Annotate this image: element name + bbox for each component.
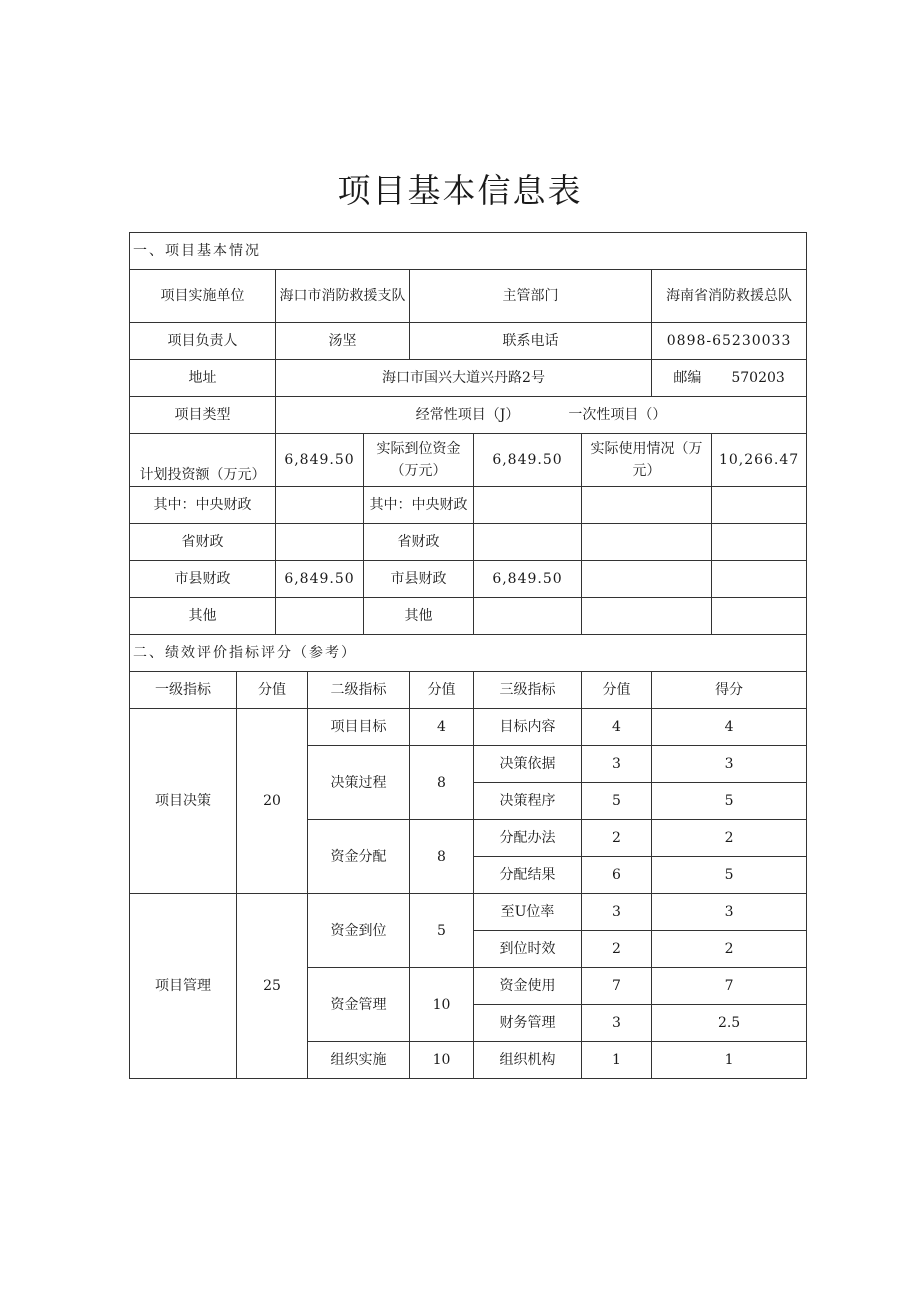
level3-name: 至U位率 [474, 894, 582, 931]
other-value-a [276, 598, 364, 635]
plan-label: 计划投资额（万元） [130, 434, 276, 487]
city-label-b: 市县财政 [364, 561, 474, 598]
level1-name: 项目管理 [130, 894, 237, 1079]
level2-name: 决策过程 [308, 746, 410, 820]
level3-got: 5 [652, 857, 807, 894]
level3-name: 分配办法 [474, 820, 582, 857]
level2-score: 8 [410, 820, 474, 894]
level2-name: 资金管理 [308, 968, 410, 1042]
level3-score: 3 [582, 1005, 652, 1042]
central-label-a: 其中：中央财政 [130, 487, 276, 524]
plan-value: 6,849.50 [276, 434, 364, 487]
central-label-b: 其中：中央财政 [364, 487, 474, 524]
level3-name: 决策依据 [474, 746, 582, 783]
level2-score: 10 [410, 968, 474, 1042]
city-value-a: 6,849.50 [276, 561, 364, 598]
city-value-b: 6,849.50 [474, 561, 582, 598]
project-info-table [129, 232, 807, 1079]
level3-score: 1 [582, 1042, 652, 1079]
header-score3: 分值 [582, 672, 652, 709]
other-extra [712, 598, 807, 635]
level3-got: 1 [652, 1042, 807, 1079]
header-score2: 分值 [410, 672, 474, 709]
level2-name: 项目目标 [308, 709, 410, 746]
header-level2: 二级指标 [308, 672, 410, 709]
level3-name: 财务管理 [474, 1005, 582, 1042]
level3-score: 7 [582, 968, 652, 1005]
level2-name: 资金分配 [308, 820, 410, 894]
address-label: 地址 [130, 360, 276, 397]
impl-unit-label: 项目实施单位 [130, 270, 276, 323]
city-label-a: 市县财政 [130, 561, 276, 598]
province-label-b: 省财政 [364, 524, 474, 561]
level3-got: 2 [652, 931, 807, 968]
other-label-a: 其他 [130, 598, 276, 635]
section-1-heading: 一、项目基本情况 [130, 233, 807, 270]
level1-score: 25 [237, 894, 308, 1079]
phone-value: 0898-65230033 [652, 323, 807, 360]
used-value: 10,266.47 [712, 434, 807, 487]
address-value: 海口市国兴大道兴丹路2号 [276, 360, 652, 397]
level3-name: 决策程序 [474, 783, 582, 820]
level2-score: 5 [410, 894, 474, 968]
level2-name: 组织实施 [308, 1042, 410, 1079]
level3-got: 7 [652, 968, 807, 1005]
central-value-b [474, 487, 582, 524]
impl-unit-value: 海口市消防救援支队 [276, 270, 410, 323]
province-extra [712, 524, 807, 561]
dept-label: 主管部门 [410, 270, 652, 323]
province-value-b [474, 524, 582, 561]
central-extra [712, 487, 807, 524]
other-used [582, 598, 712, 635]
leader-label: 项目负责人 [130, 323, 276, 360]
arrived-label: 实际到位资金（万元） [364, 434, 474, 487]
level3-name: 资金使用 [474, 968, 582, 1005]
level3-score: 6 [582, 857, 652, 894]
header-score1: 分值 [237, 672, 308, 709]
level3-got: 5 [652, 783, 807, 820]
level3-score: 3 [582, 894, 652, 931]
level3-score: 5 [582, 783, 652, 820]
page-title: 项目基本信息表 [337, 171, 583, 210]
level2-score: 4 [410, 709, 474, 746]
level1-name: 项目决策 [130, 709, 237, 894]
level3-score: 4 [582, 709, 652, 746]
level3-got: 3 [652, 894, 807, 931]
level3-name: 组织机构 [474, 1042, 582, 1079]
level3-score: 2 [582, 931, 652, 968]
level2-score: 8 [410, 746, 474, 820]
level3-name: 到位时效 [474, 931, 582, 968]
province-value-a [276, 524, 364, 561]
type-label: 项目类型 [130, 397, 276, 434]
section-2-heading: 二、绩效评价指标评分（参考） [130, 635, 807, 672]
level3-got: 3 [652, 746, 807, 783]
leader-value: 汤坚 [276, 323, 410, 360]
header-got: 得分 [652, 672, 807, 709]
level2-name: 资金到位 [308, 894, 410, 968]
level3-name: 目标内容 [474, 709, 582, 746]
level3-score: 2 [582, 820, 652, 857]
other-value-b [474, 598, 582, 635]
header-level3: 三级指标 [474, 672, 582, 709]
province-label-a: 省财政 [130, 524, 276, 561]
level3-got: 2.5 [652, 1005, 807, 1042]
header-level1: 一级指标 [130, 672, 237, 709]
postcode-value: 570203 [731, 370, 785, 386]
level1-score: 20 [237, 709, 308, 894]
phone-label: 联系电话 [410, 323, 652, 360]
used-label: 实际使用情况（万元） [582, 434, 712, 487]
level3-got: 4 [652, 709, 807, 746]
central-value-a [276, 487, 364, 524]
level3-score: 3 [582, 746, 652, 783]
postcode-cell [652, 360, 807, 397]
type-value: 经常性项目（J） 一次性项目（） [276, 397, 807, 434]
level3-got: 2 [652, 820, 807, 857]
arrived-value: 6,849.50 [474, 434, 582, 487]
dept-value: 海南省消防救援总队 [652, 270, 807, 323]
city-extra [712, 561, 807, 598]
other-label-b: 其他 [364, 598, 474, 635]
level3-name: 分配结果 [474, 857, 582, 894]
province-used [582, 524, 712, 561]
postcode-label: 邮编 [673, 370, 702, 386]
city-used [582, 561, 712, 598]
central-used [582, 487, 712, 524]
level2-score: 10 [410, 1042, 474, 1079]
